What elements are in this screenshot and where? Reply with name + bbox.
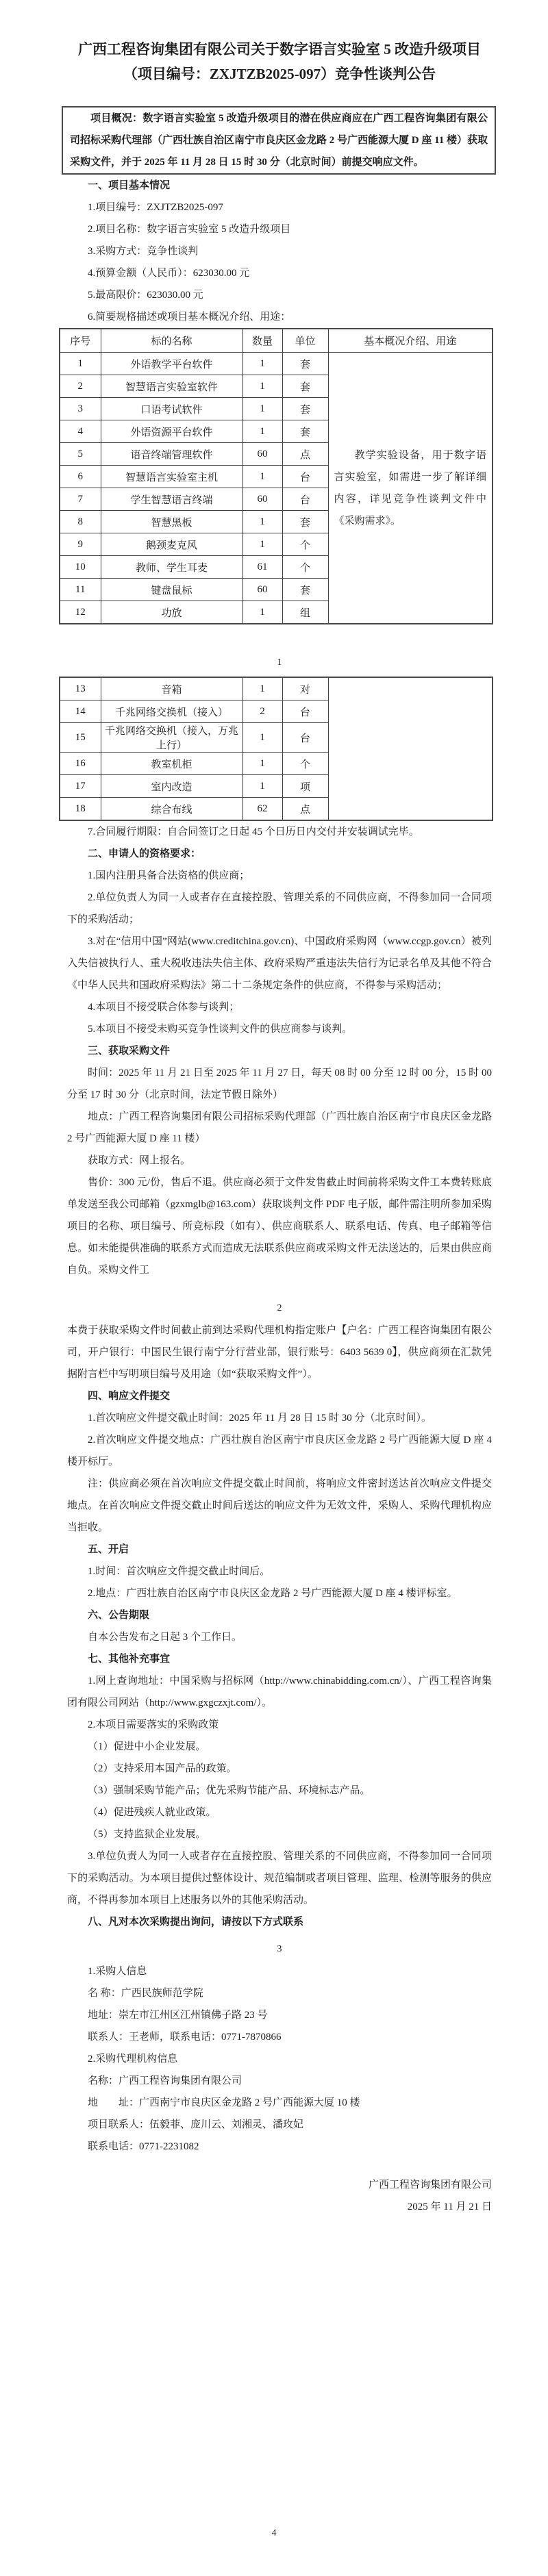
buyer-contact: 联系人：王老师，联系电话：0771-7870866 (88, 2032, 282, 2043)
goods-no: 2 (60, 375, 101, 398)
goods-unit: 组 (282, 601, 328, 624)
goods-qty: 2 (242, 700, 282, 723)
goods-name: 功放 (101, 601, 242, 624)
page-number-3: 3 (277, 1944, 282, 1954)
signature-date: 2025 年 11 月 21 日 (407, 2201, 492, 2212)
online-query-address: 1.网上查询地址：中国采购与招标网（http://www.chinabidding.com.cn/）、广西工程咨询集团有限公司网站（http://www.gxgczxjt.com/）。 (67, 1676, 492, 1708)
goods-qty: 1 (242, 353, 282, 375)
goods-qty: 1 (242, 601, 282, 624)
response-place: 2.首次响应文件提交地点：广西壮族自治区南宁市良庆区金龙路 2 号广西能源大厦 D 座 4 楼开标厅。 (67, 1435, 492, 1467)
document-obtain-method: 获取方式：网上报名。 (88, 1155, 191, 1166)
goods-no: 11 (60, 579, 101, 601)
document-price-paragraph: 售价：300 元/份，售后不退。供应商必须于文件发售截止时间前将采购文件工本费转账底单发送至我公司邮箱（gzxmglb@163.com）获取谈判文件 PDF 电子版，邮件需注明所参加采购项目的名称、项目编号、所竞标段（如有）、供应商联系人、联系电话、传真、电子邮箱等信息。如未能提供准确的联系方式而造成无法联系供应商或采购文件无法送达的，后果由供应商自负。采购文件工 (67, 1177, 492, 1276)
goods-name: 智慧黑板 (101, 511, 242, 533)
budget-amount: 4.预算金额（人民币）：623030.00 元 (88, 268, 250, 279)
section-1-heading: 一、项目基本情况 (88, 180, 171, 191)
header-qty: 数量 (242, 329, 282, 353)
project-overview-text: 项目概况：数字语言实验室 5 改造升级项目的潜在供应商应在广西工程咨询集团有限公司招标采购代理部（广西壮族自治区南宁市良庆区金龙路 2 号广西能源大厦 D 座 11 楼）获取采购文件，并于 2025 年 11 月 28 日 15 时 30 分（北京时间）前提交响应文件。 (70, 113, 488, 168)
goods-table-page1 (59, 328, 493, 624)
goods-no: 6 (60, 466, 101, 488)
section-5-heading: 五、开启 (88, 1544, 129, 1555)
goods-unit: 套 (282, 420, 328, 443)
buyer-name: 名 称：广西民族师范学院 (88, 1988, 203, 1999)
goods-no: 12 (60, 601, 101, 624)
goods-unit: 个 (282, 533, 328, 556)
project-number: 1.项目编号：ZXJTZB2025-097 (88, 202, 223, 213)
goods-name: 智慧语言实验室软件 (101, 375, 242, 398)
signature-company: 广西工程咨询集团有限公司 (368, 2180, 492, 2190)
goods-name: 语音终端管理软件 (101, 443, 242, 466)
goods-qty: 60 (242, 443, 282, 466)
document-title-line1: 广西工程咨询集团有限公司关于数字语言实验室 5 改造升级项目 (78, 41, 481, 58)
document-content (67, 0, 492, 2218)
spec-intro-label: 6.简要规格描述或项目基本概况介绍、用途： (88, 312, 291, 323)
goods-unit: 点 (282, 798, 328, 821)
goods-unit: 对 (282, 677, 328, 700)
goods-header-row (60, 329, 493, 353)
opening-time: 1.时间：首次响应文件提交截止时间后。 (88, 1566, 271, 1577)
qualification-item: 4.本项目不接受联合体参与谈判； (88, 1002, 240, 1013)
goods-qty: 1 (242, 398, 282, 420)
qualification-item: 5.本项目不接受未购买竞争性谈判文件的供应商参与谈判。 (88, 1024, 353, 1035)
opening-place: 2.地点：广西壮族自治区南宁市良庆区金龙路 2 号广西能源大厦 D 座 4 楼评标室。 (88, 1588, 458, 1599)
agency-phone: 联系电话：0771-2231082 (88, 2141, 199, 2152)
goods-name: 千兆网络交换机（接入） (101, 700, 242, 723)
goods-unit: 套 (282, 375, 328, 398)
goods-unit: 个 (282, 556, 328, 579)
header-name: 标的名称 (101, 329, 242, 353)
goods-qty: 60 (242, 579, 282, 601)
qualification-item: 3.对在“信用中国”网站(www.creditchina.gov.cn)、中国政府采购网（www.ccgp.gov.cn）被列入失信被执行人、重大税收违法失信主体、政府采购严重违法失信行为记录名单及其他不符合《中华人民共和国政府采购法》第二十二条规定条件的供应商，不得参与采购活动； (67, 936, 492, 991)
qualification-item: 2.单位负责人为同一人或者存在直接控股、管理关系的不同供应商，不得参加同一合同项下的采购活动； (67, 892, 492, 925)
goods-qty: 1 (242, 533, 282, 556)
goods-no: 17 (60, 775, 101, 798)
goods-name: 外语资源平台软件 (101, 420, 242, 443)
goods-name: 音箱 (101, 677, 242, 700)
document-title-line2: （项目编号：ZXJTZB2025-097）竞争性谈判公告 (123, 66, 436, 82)
goods-no: 3 (60, 398, 101, 420)
page-number-2: 2 (277, 1303, 282, 1313)
goods-unit: 台 (282, 700, 328, 723)
goods-qty: 62 (242, 798, 282, 821)
project-overview-box (62, 106, 496, 175)
announcement-period: 自本公告发布之日起 3 个工作日。 (88, 1632, 242, 1643)
goods-name: 外语教学平台软件 (101, 353, 242, 375)
contract-period: 7.合同履行期限：自合同签订之日起 45 个日历日内交付并安装调试完毕。 (88, 826, 419, 837)
section-2-heading: 二、申请人的资格要求： (88, 848, 201, 859)
header-desc: 基本概况介绍、用途 (328, 329, 493, 353)
document-obtain-place: 地点：广西工程咨询集团有限公司招标采购代理部（广西壮族自治区南宁市良庆区金龙路 2 号广西能源大厦 D 座 11 楼） (67, 1111, 492, 1144)
goods-unit: 套 (282, 511, 328, 533)
goods-name: 室内改造 (101, 775, 242, 798)
goods-unit: 点 (282, 443, 328, 466)
policy-label: 2.本项目需要落实的采购政策 (88, 1719, 219, 1730)
goods-name: 综合布线 (101, 798, 242, 821)
header-unit: 单位 (282, 329, 328, 353)
goods-name: 教师、学生耳麦 (101, 556, 242, 579)
goods-unit: 台 (282, 488, 328, 511)
document-obtain-time: 时间：2025 年 11 月 21 日至 2025 年 11 月 27 日，每天 08 时 00 分至 12 时 00 分，15 时 00 分至 17 时 30 分（北京时间，法定节假日除外） (67, 1068, 492, 1100)
goods-qty: 61 (242, 556, 282, 579)
policy-item: （1）促进中小企业发展。 (88, 1741, 206, 1752)
goods-no: 16 (60, 753, 101, 775)
goods-name: 教室机柜 (101, 753, 242, 775)
page-number-1: 1 (277, 657, 282, 668)
goods-no: 10 (60, 556, 101, 579)
agency-info-label: 2.采购代理机构信息 (88, 2054, 178, 2064)
goods-no: 15 (60, 723, 101, 753)
response-deadline: 1.首次响应文件提交截止时间：2025 年 11 月 28 日 15 时 30 分（北京时间）。 (88, 1413, 432, 1424)
goods-usage-note: 教学实验设备，用于数字语言实验室，如需进一步了解详细内容，详见竞争性谈判文件中《采购需求》。 (328, 353, 493, 624)
goods-no: 14 (60, 700, 101, 723)
goods-unit: 台 (282, 466, 328, 488)
document-price-paragraph-continued: 本费于获取采购文件时间截止前到达采购代理机构指定账户【户名：广西工程咨询集团有限公司，开户银行：中国民生银行南宁分行营业部，银行账号：6403 5639 0】，供应商须在汇款凭据附言栏中写明项目编号及用途（如“获取采购文件”）。 (67, 1325, 492, 1380)
goods-name: 键盘鼠标 (101, 579, 242, 601)
goods-unit: 项 (282, 775, 328, 798)
policy-item: （5）支持监狱企业发展。 (88, 1829, 206, 1840)
goods-no: 9 (60, 533, 101, 556)
price-cap: 5.最高限价：623030.00 元 (88, 290, 203, 301)
buyer-address: 地址：崇左市江州区江州镇佛子路 23 号 (88, 2010, 268, 2021)
goods-qty: 60 (242, 488, 282, 511)
qualification-item: 1.国内注册具备合法资格的供应商； (88, 870, 250, 881)
goods-no: 1 (60, 353, 101, 375)
goods-row (60, 353, 493, 375)
goods-qty: 1 (242, 420, 282, 443)
response-note: 注：供应商必须在首次响应文件提交截止时间前，将响应文件密封送达首次响应文件提交地点。在首次响应文件提交截止时间后送达的响应文件为无效文件，采购人、采购代理机构应当拒收。 (67, 1478, 492, 1533)
header-no: 序号 (60, 329, 101, 353)
goods-qty: 1 (242, 466, 282, 488)
goods-unit: 个 (282, 753, 328, 775)
goods-qty: 1 (242, 775, 282, 798)
goods-qty: 1 (242, 375, 282, 398)
buyer-info-label: 1.采购人信息 (88, 1966, 147, 1977)
goods-qty: 1 (242, 677, 282, 700)
section-6-heading: 六、公告期限 (88, 1610, 150, 1621)
policy-item: （3）强制采购节能产品；优先采购节能产品、环境标志产品。 (88, 1785, 371, 1796)
goods-no: 4 (60, 420, 101, 443)
goods-name: 千兆网络交换机（接入，万兆上行） (101, 723, 242, 753)
goods-no: 8 (60, 511, 101, 533)
goods-qty: 1 (242, 723, 282, 753)
goods-no: 5 (60, 443, 101, 466)
policy-item: （2）支持采用本国产品的政策。 (88, 1763, 237, 1774)
agency-name: 名称：广西工程咨询集团有限公司 (88, 2075, 242, 2086)
goods-usage-note-empty (328, 677, 493, 820)
goods-name: 智慧语言实验室主机 (101, 466, 242, 488)
page-number-4: 4 (271, 2528, 277, 2538)
goods-name: 学生智慧语言终端 (101, 488, 242, 511)
policy-item: （4）促进残疾人就业政策。 (88, 1807, 216, 1818)
goods-unit: 台 (282, 723, 328, 753)
goods-unit: 套 (282, 353, 328, 375)
supplementary-item: 3.单位负责人为同一人或者存在直接控股、管理关系的不同供应商，不得参加同一合同项下的采购活动。为本项目提供过整体设计、规范编制或者项目管理、监理、检测等服务的供应商，不得再参加本项目上述服务以外的其他采购活动。 (67, 1851, 492, 1906)
section-3-heading: 三、获取采购文件 (88, 1046, 171, 1057)
goods-qty: 1 (242, 753, 282, 775)
goods-unit: 套 (282, 579, 328, 601)
goods-qty: 1 (242, 511, 282, 533)
section-8-heading: 八、凡对本次采购提出询问，请按以下方式联系 (88, 1917, 304, 1928)
goods-name: 口语考试软件 (101, 398, 242, 420)
goods-no: 18 (60, 798, 101, 821)
agency-contact: 项目联系人：伍毅菲、庞川云、刘湘灵、潘玫妃 (88, 2119, 304, 2130)
goods-name: 鹅颈麦克风 (101, 533, 242, 556)
section-7-heading: 七、其他补充事宜 (88, 1654, 171, 1665)
goods-row (60, 677, 493, 700)
goods-no: 7 (60, 488, 101, 511)
section-4-heading: 四、响应文件提交 (88, 1391, 171, 1402)
agency-address: 地 址：广西南宁市良庆区金龙路 2 号广西能源大厦 10 楼 (88, 2097, 360, 2108)
goods-no: 13 (60, 677, 101, 700)
goods-table-page2 (59, 677, 493, 821)
goods-unit: 套 (282, 398, 328, 420)
project-name: 2.项目名称：数字语言实验室 5 改造升级项目 (88, 224, 291, 235)
procurement-method: 3.采购方式：竞争性谈判 (88, 246, 199, 257)
